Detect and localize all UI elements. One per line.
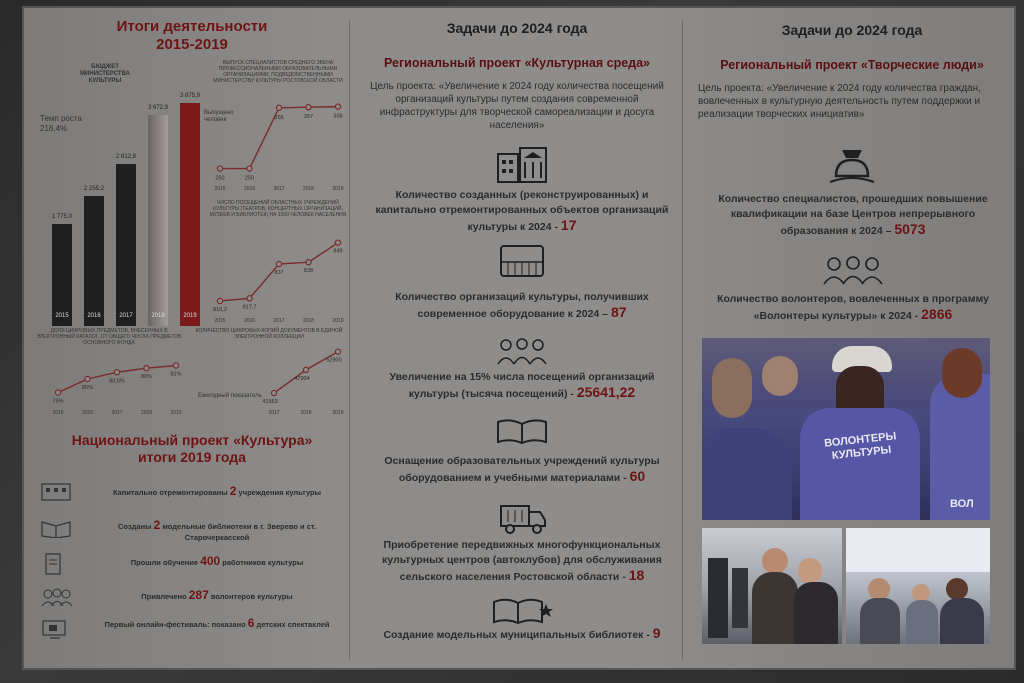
lc4-point — [85, 376, 90, 381]
national-result-post: учреждения культуры — [236, 488, 322, 497]
lc3-year-label: 2015 — [214, 318, 226, 324]
middle-task-5 — [374, 538, 670, 585]
national-result-1 — [92, 486, 342, 498]
national-title — [42, 432, 342, 466]
visits-line-chart — [190, 224, 348, 324]
budget-bar-2015 — [52, 224, 72, 326]
middle-task-5-number: 18 — [628, 567, 645, 583]
national-result-pre: Первый онлайн-фестиваль: показано — [104, 620, 248, 629]
classroom-photo — [702, 528, 842, 644]
lc3-point — [247, 296, 252, 301]
budget-bar-2018 — [148, 115, 168, 326]
lc3-value-label: 838 — [303, 268, 314, 275]
middle-task-3 — [374, 370, 670, 402]
lc5-point — [303, 367, 308, 372]
lc3-value-label: 837 — [274, 270, 284, 276]
divider — [349, 20, 350, 660]
lc5-point — [271, 390, 276, 395]
lc3-value-label: 849 — [333, 248, 343, 255]
middle-task-1-number: 17 — [560, 217, 577, 233]
lc2-point — [306, 105, 311, 110]
middle-task-6-text: Создание модельных муниципальных библиотек - — [383, 629, 653, 641]
piano-icon — [498, 242, 546, 280]
budget-value-label: 1 775,0 — [51, 213, 73, 220]
left-title — [82, 18, 302, 54]
lc4-value-label: 80% — [140, 374, 153, 381]
lc3-year-label: 2016 — [243, 318, 256, 324]
lc4-point — [173, 363, 178, 368]
national-result-pre: Капитально отремонтированы — [112, 488, 230, 497]
middle-task-4-text: Оснащение образовательных учреждений культуры оборудованием и учебными материалами - — [384, 455, 660, 484]
lc2-year-label: 2016 — [243, 186, 256, 192]
middle-task-1-text: Количество созданных (реконструированных) и капитально отремонтированных объектов организаций культуры к 2024 - — [375, 189, 669, 233]
slide — [22, 6, 1016, 670]
lc5-point — [335, 349, 340, 354]
budget-value-label: 3 672,9 — [147, 104, 169, 111]
lc2-value-label: 250 — [215, 175, 225, 182]
lc2-value-label: 250 — [244, 175, 255, 182]
lc3-value-label: 817,7 — [242, 304, 257, 311]
lc5-year-label: 2017 — [268, 410, 280, 416]
volunteers-icon — [822, 254, 884, 286]
right-title: Задачи до 2024 года — [781, 22, 923, 38]
right-goal: Цель проекта: «Увеличение к 2024 году количества граждан, вовлеченных в культурную деятельность путем поддержки и реализации творческих инициатив» — [698, 83, 981, 120]
lc4-year-label: 2019 — [170, 410, 182, 416]
chart4-title: ДОЛЯ ЦИФРОВЫХ ПРЕДМЕТОВ, ВНЕСЕННЫХ В ЭЛЕКТРОННЫЙ КАТАЛОГ, ОТ ОБЩЕГО ЧИСЛА ПРЕДМЕТОВ ОСНОВНОГО ФОНДА — [36, 328, 182, 346]
national-result-2 — [92, 520, 342, 543]
lc4-value-label: 80% — [81, 385, 94, 391]
seminar-photo — [846, 528, 990, 644]
lc3-year-label: 2018 — [302, 318, 315, 324]
national-result-number: 400 — [200, 554, 221, 568]
lc4-value-label: 79% — [52, 398, 64, 405]
lc5-value-label: 41553 — [262, 399, 278, 406]
middle-task-2-text: Количество организаций культуры, получивших современное оборудование к 2024 – — [395, 291, 649, 320]
budget-year-label: 2019 — [183, 313, 197, 319]
middle-title: Задачи до 2024 года — [446, 20, 588, 36]
middle-task-2-number: 87 — [610, 304, 627, 320]
building-icon — [40, 480, 72, 502]
national-result-3 — [92, 556, 342, 568]
national-result-number: 2 — [229, 484, 237, 498]
audience-icon — [496, 336, 548, 366]
chart2-ylabel: Выпущено человек — [204, 110, 234, 123]
lc2-point — [335, 104, 340, 109]
lc2-year-label: 2015 — [214, 186, 226, 192]
middle-task-2 — [374, 290, 670, 322]
national-result-number: 287 — [188, 588, 209, 602]
national-title-line1: Национальный проект «Культура» — [71, 432, 313, 448]
middle-task-1 — [374, 188, 670, 235]
chart3-title: ЧИСЛО ПОСЕЩЕНИЙ ОБЛАСТНЫХ УЧРЕЖДЕНИЙ КУЛЬТУРЫ (ТЕАТРОВ, КОНЦЕРТНЫХ ОРГАНИЗАЦИЙ, МУЗЕЕВ И БИБЛИОТЕК) НА 1000 ЧЕЛОВЕК НАСЕЛЕНИЯ — [209, 200, 347, 218]
right-task-2-number: 2866 — [921, 306, 953, 322]
national-result-pre: Привлечено — [141, 592, 189, 601]
lc4-point — [144, 366, 149, 371]
chart1-title: БЮДЖЕТ МИНИСТЕРСТВА КУЛЬТУРЫ — [80, 64, 130, 84]
budget-bar-2016 — [84, 196, 104, 326]
national-title-line2: итоги 2019 года — [138, 449, 246, 465]
computer-icon — [40, 618, 72, 642]
chart2-title: ВЫПУСК СПЕЦИАЛИСТОВ СРЕДНЕГО ЗВЕНА ПРОФЕССИОНАЛЬНЫМИ ОБРАЗОВАТЕЛЬНЫМИ ОРГАНИЗАЦИЯМИ, ПОДВЕДОМСТВЕННЫМИ МИНИСТЕРСТВУ КУЛЬТУРЫ РОСТОВСКОЙ ОБЛАСТИ — [213, 60, 343, 84]
right-task-1 — [700, 192, 1006, 239]
lc2-year-label: 2019 — [332, 186, 344, 192]
people-icon — [40, 586, 74, 608]
budget-year-label: 2018 — [151, 313, 165, 319]
middle-task-4 — [374, 454, 670, 486]
lc2-value-label: 356 — [274, 114, 284, 121]
middle-task-6-number: 9 — [652, 625, 661, 641]
graduates-line-chart — [190, 86, 348, 192]
lc3-point — [217, 298, 222, 303]
chart5-note: Ежегодный показатель — [198, 393, 262, 399]
national-result-post: детских спектаклей — [254, 620, 330, 629]
buildings-icon — [494, 144, 550, 184]
middle-task-4-number: 60 — [629, 468, 646, 484]
budget-bar-2017 — [116, 164, 136, 326]
national-result-pre: Созданы — [117, 522, 154, 531]
right-task-1-text: Количество специалистов, прошедших повышение квалификации на базе Центров непрерывного образования к 2024 – — [718, 193, 988, 237]
lc5-year-label: 2018 — [300, 410, 312, 416]
national-result-4 — [92, 590, 342, 602]
national-result-post: волонтеров культуры — [208, 592, 293, 601]
lc3-year-label: 2019 — [332, 318, 344, 324]
right-task-1-number: 5073 — [894, 221, 926, 237]
middle-task-5-text: Приобретение передвижных многофункциональных культурных центров (автоклубов) для обслуживания сельского населения Ростовской области - — [382, 539, 662, 583]
lc3-point — [306, 260, 311, 265]
lc2-point — [276, 105, 281, 110]
right-task-2-text: Количество волонтеров, вовлеченных в программу «Волонтеры культуры» к 2024 - — [717, 293, 989, 322]
middle-task-6 — [374, 626, 670, 643]
growth-value: 218,4% — [40, 124, 68, 133]
national-result-post: работников культуры — [220, 558, 304, 567]
lc3-value-label: 816,2 — [213, 306, 227, 313]
budget-value-label: 3 875,9 — [179, 93, 201, 100]
book-icon — [40, 518, 72, 538]
budget-year-label: 2015 — [55, 313, 69, 319]
lc2-value-label: 357 — [303, 114, 314, 121]
lc3-point — [335, 240, 340, 245]
digital-copies-line-chart — [190, 336, 348, 416]
lc3-year-label: 2017 — [273, 318, 285, 324]
middle-project-title: Региональный проект «Культурная среда» — [383, 56, 651, 70]
lc4-value-label: 80,5% — [109, 378, 125, 385]
lc3-point — [276, 261, 281, 266]
right-task-2 — [700, 292, 1006, 324]
lc2-value-label: 358 — [333, 113, 343, 120]
middle-goal: Цель проекта: «Увеличение к 2024 году количества посещений организаций культуры путем создания современной инфраструктуры для творческой самореализации и досуга населения» — [370, 81, 664, 131]
lc2-year-label: 2017 — [273, 186, 285, 192]
national-result-number: 2 — [153, 518, 161, 532]
lc4-year-label: 2015 — [52, 410, 64, 416]
right-project-title: Региональный проект «Творческие люди» — [720, 58, 984, 72]
growth-label: Темп роста — [40, 114, 82, 123]
budget-value-label: 2 255,2 — [83, 186, 105, 193]
left-title-line1: Итоги деятельности — [116, 18, 268, 35]
lc4-year-label: 2016 — [81, 410, 94, 416]
national-result-post: модельные библиотеки в г. Зверево и ст. Старочеркасской — [160, 522, 317, 542]
lc5-value-label: 52900 — [326, 357, 342, 364]
budget-year-label: 2016 — [87, 313, 101, 319]
volunteers-photo — [702, 338, 990, 520]
book-star-icon — [490, 594, 556, 628]
lc2-point — [247, 166, 252, 171]
lc4-value-label: 81% — [170, 371, 182, 378]
middle-task-3-text: Увеличение на 15% числа посещений организаций культуры (тысяча посещений) - — [389, 371, 655, 400]
budget-value-label: 2 812,8 — [115, 154, 137, 161]
national-result-pre: Прошли обучение — [130, 558, 201, 567]
truck-icon — [498, 500, 548, 536]
lc4-year-label: 2018 — [140, 410, 153, 416]
lc2-year-label: 2018 — [302, 186, 315, 192]
chart5-title: КОЛИЧЕСТВО ЦИФРОВЫХ КОПИЙ ДОКУМЕНТОВ В ЕДИНОЙ ЭЛЕКТРОННОЙ КОЛЛЕКЦИИ — [195, 328, 343, 340]
left-title-line2: 2015-2019 — [156, 36, 228, 53]
lc2-point — [217, 166, 222, 171]
budget-bar-chart — [32, 76, 201, 326]
shirt-text: ВОЛОНТЕРЫ КУЛЬТУРЫ — [823, 430, 897, 463]
budget-year-label: 2017 — [119, 313, 133, 319]
digital-share-line-chart — [28, 344, 188, 416]
lc4-point — [114, 370, 119, 375]
shirt-text-2: ВОЛ — [950, 498, 974, 510]
national-result-number: 6 — [247, 616, 255, 630]
lc4-point — [55, 390, 60, 395]
open-book-icon — [494, 416, 550, 446]
lc5-year-label: 2019 — [332, 410, 344, 416]
lamp-of-knowledge-icon — [828, 146, 876, 190]
divider — [682, 20, 683, 660]
diploma-icon — [42, 552, 66, 576]
lc4-year-label: 2017 — [111, 410, 123, 416]
lc5-value-label: 47904 — [294, 375, 310, 382]
middle-task-3-number: 25641,22 — [576, 384, 636, 400]
national-result-5 — [92, 618, 342, 630]
